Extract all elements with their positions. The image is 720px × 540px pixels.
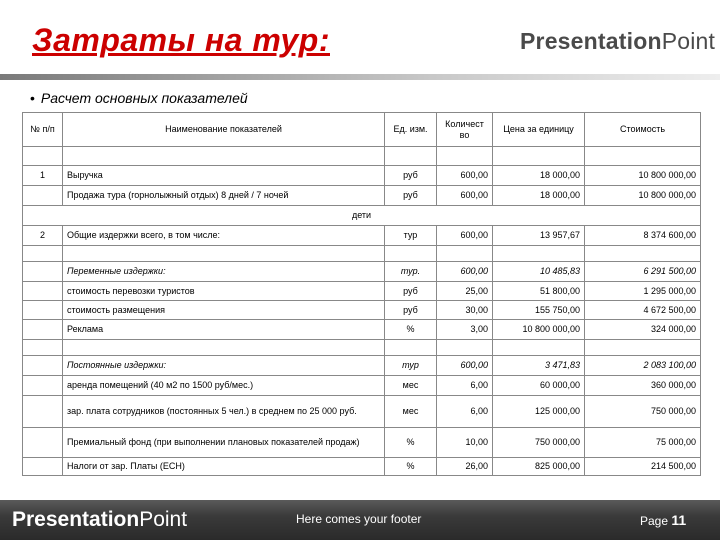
cell-price: 825 000,00 xyxy=(493,458,585,476)
table-row xyxy=(23,428,701,458)
cell-cost: 214 500,00 xyxy=(585,458,701,476)
header-cost: Стоимость xyxy=(585,113,701,147)
header-qty: Количест во xyxy=(437,113,493,147)
table-spacer-row xyxy=(23,340,701,356)
cell-qty: 25,00 xyxy=(437,282,493,301)
cell-name: Продажа тура (горнолыжный отдых) 8 дней / 7 ночей xyxy=(63,186,385,206)
cell-price: 750 000,00 xyxy=(493,428,585,458)
cell-name: Постоянные издержки: xyxy=(63,356,385,376)
cell-qty: 600,00 xyxy=(437,356,493,376)
cost-table xyxy=(22,112,701,476)
cell-unit: руб xyxy=(385,282,437,301)
cell-price: 10 485,83 xyxy=(493,262,585,282)
cell-unit: тур xyxy=(385,226,437,246)
cell-unit: руб xyxy=(385,166,437,186)
table-row xyxy=(23,282,701,301)
table-row xyxy=(23,356,701,376)
cell-qty: 6,00 xyxy=(437,376,493,396)
cell-num xyxy=(23,301,63,320)
table-row xyxy=(23,262,701,282)
table-row xyxy=(23,186,701,206)
table-row xyxy=(23,458,701,476)
cell-cost: 4 672 500,00 xyxy=(585,301,701,320)
table-row xyxy=(23,166,701,186)
cell-unit: тур. xyxy=(385,262,437,282)
cell-cost: 10 800 000,00 xyxy=(585,166,701,186)
cell-price: 18 000,00 xyxy=(493,186,585,206)
cell-num xyxy=(23,458,63,476)
table-row xyxy=(23,320,701,340)
cell-num xyxy=(23,262,63,282)
table-spacer-row xyxy=(23,147,701,166)
cell-price: 60 000,00 xyxy=(493,376,585,396)
cell-price: 13 957,67 xyxy=(493,226,585,246)
bullet-icon: • xyxy=(30,90,35,106)
cell-qty: 30,00 xyxy=(437,301,493,320)
table-spacer-row xyxy=(23,246,701,262)
cell-price: 3 471,83 xyxy=(493,356,585,376)
cell-qty: 3,00 xyxy=(437,320,493,340)
brand-light: Point xyxy=(661,28,716,54)
header-num: № п/п xyxy=(23,113,63,147)
table-row xyxy=(23,206,701,226)
cell-children-note: дети xyxy=(23,206,701,226)
slide-title: Затраты на тур: xyxy=(32,22,330,58)
header-name: Наименование показателей xyxy=(63,113,385,147)
table-row xyxy=(23,301,701,320)
table-row xyxy=(23,226,701,246)
cell-cost: 1 295 000,00 xyxy=(585,282,701,301)
cell-qty: 600,00 xyxy=(437,166,493,186)
cell-num xyxy=(23,376,63,396)
cell-unit: руб xyxy=(385,301,437,320)
cell-name: стоимость перевозки туристов xyxy=(63,282,385,301)
cell-qty: 600,00 xyxy=(437,262,493,282)
cell-name: Выручка xyxy=(63,166,385,186)
cell-qty: 10,00 xyxy=(437,428,493,458)
cell-name: аренда помещений (40 м2 по 1500 руб/мес.) xyxy=(63,376,385,396)
cell-num: 1 xyxy=(23,166,63,186)
slide-subtitle xyxy=(30,90,248,106)
cell-unit: мес xyxy=(385,376,437,396)
cell-name: Переменные издержки: xyxy=(63,262,385,282)
brand-light: Point xyxy=(139,508,188,531)
cell-cost: 6 291 500,00 xyxy=(585,262,701,282)
cell-cost: 2 083 100,00 xyxy=(585,356,701,376)
cell-num xyxy=(23,282,63,301)
cell-qty: 600,00 xyxy=(437,186,493,206)
table-row xyxy=(23,376,701,396)
cell-num: 2 xyxy=(23,226,63,246)
cell-name: стоимость размещения xyxy=(63,301,385,320)
table-row xyxy=(23,396,701,428)
subtitle-text: Расчет основных показателей xyxy=(40,90,248,106)
cell-price: 51 800,00 xyxy=(493,282,585,301)
cell-unit: % xyxy=(385,458,437,476)
cell-qty: 6,00 xyxy=(437,396,493,428)
cell-cost: 750 000,00 xyxy=(585,396,701,428)
cell-cost: 8 374 600,00 xyxy=(585,226,701,246)
footer-text: Here comes your footer xyxy=(296,512,422,526)
title-divider xyxy=(0,74,720,80)
cell-price: 125 000,00 xyxy=(493,396,585,428)
cell-num xyxy=(23,396,63,428)
brand-bold: Presentation xyxy=(12,508,140,531)
cell-cost: 360 000,00 xyxy=(585,376,701,396)
brand-logo-top xyxy=(520,28,715,55)
cell-unit: руб xyxy=(385,186,437,206)
cell-unit: % xyxy=(385,320,437,340)
cell-qty: 600,00 xyxy=(437,226,493,246)
cell-num xyxy=(23,320,63,340)
cell-name: Реклама xyxy=(63,320,385,340)
cell-unit: % xyxy=(385,428,437,458)
cell-price: 18 000,00 xyxy=(493,166,585,186)
page-label: Page xyxy=(640,514,669,528)
page-number: 11 xyxy=(671,512,687,528)
page-indicator xyxy=(640,512,686,528)
cell-cost: 10 800 000,00 xyxy=(585,186,701,206)
cell-num xyxy=(23,356,63,376)
header-unit: Ед. изм. xyxy=(385,113,437,147)
brand-logo-bottom xyxy=(12,508,187,532)
cell-price: 10 800 000,00 xyxy=(493,320,585,340)
cell-name: Премиальный фонд (при выполнении плановых показателей продаж) xyxy=(63,428,385,458)
cell-price: 155 750,00 xyxy=(493,301,585,320)
cell-name: зар. плата сотрудников (постоянных 5 чел.) в среднем по 25 000 руб. xyxy=(63,396,385,428)
cell-qty: 26,00 xyxy=(437,458,493,476)
cell-name: Общие издержки всего, в том числе: xyxy=(63,226,385,246)
cell-unit: тур xyxy=(385,356,437,376)
brand-bold: Presentation xyxy=(520,28,662,54)
header-price: Цена за единицу xyxy=(493,113,585,147)
cell-num xyxy=(23,428,63,458)
cell-unit: мес xyxy=(385,396,437,428)
cell-name: Налоги от зар. Платы (ЕСН) xyxy=(63,458,385,476)
cell-cost: 324 000,00 xyxy=(585,320,701,340)
cell-num xyxy=(23,186,63,206)
cell-cost: 75 000,00 xyxy=(585,428,701,458)
table-header-row xyxy=(23,113,701,147)
